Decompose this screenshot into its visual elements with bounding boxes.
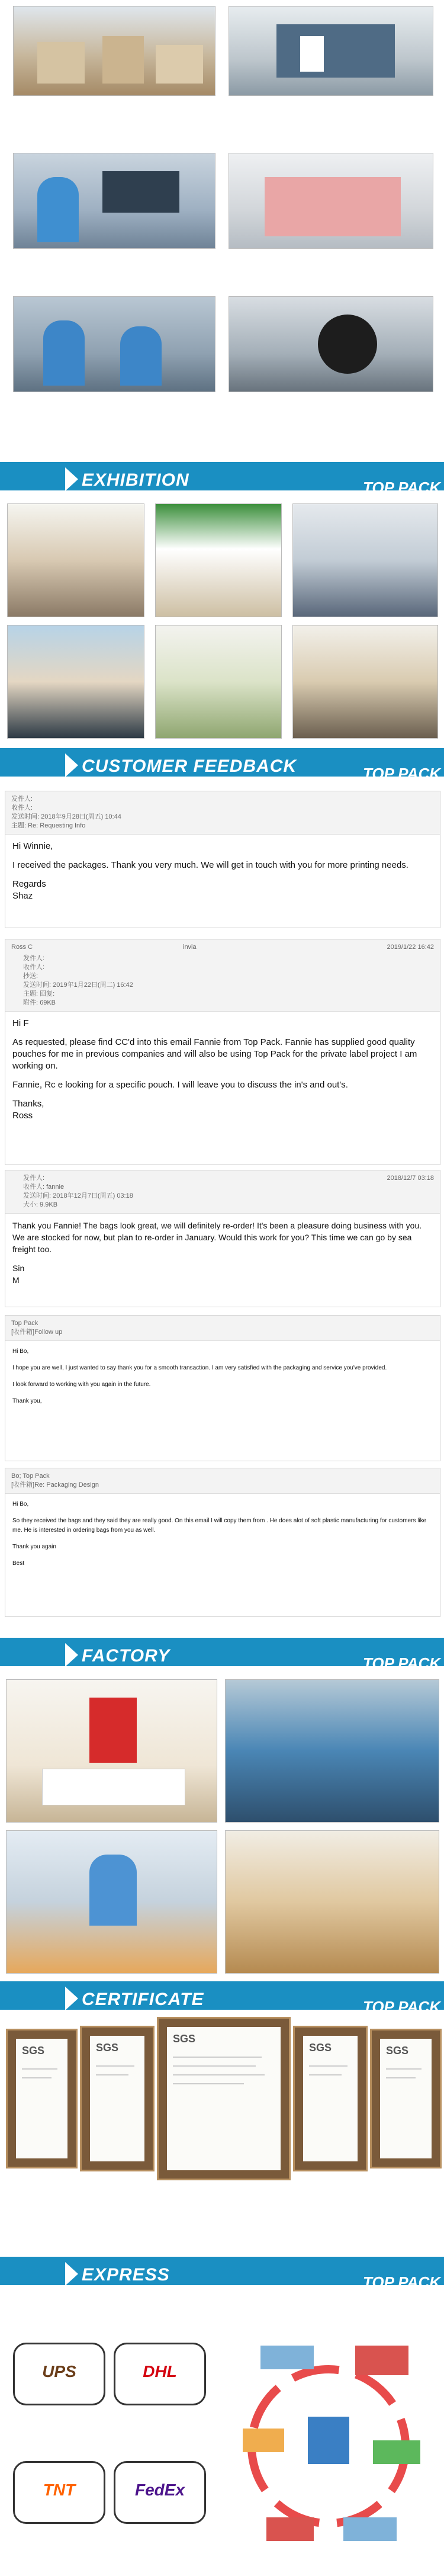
email-thanks: Thanks,: [12, 1099, 44, 1109]
factory-photo-machine-2: [229, 153, 433, 249]
sgs-logo: SGS: [309, 2042, 332, 2054]
email-from: 发件人:: [11, 795, 33, 803]
factory-title: FACTORY: [82, 1646, 170, 1666]
email-paragraph: As requested, please find CC'd into this email Fannie from Top Pack. Fannie has supplied good quality pouches for me in previous companies and will also be using Top Pack for the private label project I am working on.: [12, 1037, 417, 1071]
email-line: Thank you,: [12, 1398, 42, 1404]
email-greeting: Hi F: [12, 1018, 29, 1028]
email-to: Bo; Top Pack: [11, 1473, 50, 1480]
exhibition-photo-4: [7, 625, 144, 739]
email-3: [5, 1170, 440, 1307]
brand-label: TOP PACK: [363, 2273, 440, 2291]
email-date: 2018/12/7 03:18: [387, 1175, 434, 1182]
fedex-label: FedEx: [134, 2481, 185, 2499]
email-line: I hope you are well, I just wanted to say thank you for a smooth transaction. I am very satisfied with the packaging and service you've provided.: [12, 1365, 387, 1371]
email-sender: Ross C: [11, 944, 33, 951]
brand-label: TOP PACK: [363, 765, 440, 782]
email-line: Best: [12, 1560, 25, 1567]
certificate-frame-1: [6, 2029, 78, 2168]
email-to: Top Pack: [11, 1320, 38, 1327]
feedback-banner: [0, 748, 444, 782]
factory-photo-worker-2: [13, 296, 215, 392]
fedex-logo: [114, 2461, 206, 2524]
email-signature: Shaz: [12, 891, 33, 901]
feedback-title: CUSTOMER FEEDBACK: [82, 756, 297, 776]
email-subject: [收件箱]Follow up: [11, 1329, 63, 1336]
email-greeting: Hi Bo,: [12, 1348, 29, 1355]
email-line: I received the packages. Thank you very much. We will get in touch with you for more printing needs.: [12, 860, 408, 870]
email-sent-time: 发送时间: 2019年1月22日(周二) 16:42: [23, 981, 133, 989]
email-line: Thank you again: [12, 1544, 56, 1550]
factory-photo-machine-1: [229, 6, 433, 96]
email-attachment: 附件: 69KB: [23, 999, 56, 1006]
exhibition-photo-2: [155, 503, 282, 617]
email-from: 发件人:: [23, 955, 45, 962]
factory-photo-inspection: [6, 1830, 217, 1974]
ups-logo: [13, 2343, 105, 2405]
certificate-frame-3: [157, 2017, 291, 2180]
email-greeting: Hi Winnie,: [12, 841, 53, 851]
exhibition-photo-6: [292, 625, 438, 739]
factory-photo-materials: [225, 1830, 439, 1974]
email-subject: 主题: 回复:: [23, 990, 55, 997]
certificate-title: CERTIFICATE: [82, 1990, 204, 2009]
email-size: 大小: 9.9KB: [23, 1201, 58, 1208]
certificate-frame-2: [80, 2026, 155, 2171]
express-banner: [0, 2257, 444, 2291]
factory-banner: [0, 1638, 444, 1672]
factory-photo-warehouse: [13, 6, 215, 96]
sgs-logo: SGS: [96, 2042, 119, 2054]
tnt-label: TNT: [43, 2481, 76, 2499]
sgs-logo: SGS: [22, 2045, 45, 2057]
brand-label: TOP PACK: [363, 1654, 440, 1672]
dhl-logo: [114, 2343, 206, 2405]
sgs-logo: SGS: [173, 2033, 196, 2045]
certificate-frame-5: [370, 2029, 442, 2168]
email-date: 发送时间: 2018年9月28日(周五) 10:44: [11, 813, 121, 820]
sgs-logo: SGS: [386, 2045, 409, 2057]
arrow-icon: [65, 1987, 78, 2010]
email-cc: 抄送:: [23, 973, 38, 980]
arrow-icon: [65, 2262, 78, 2286]
email-paragraph: Fannie, Rc e looking for a specific pouch. I will leave you to discuss the in's and out's.: [12, 1080, 348, 1090]
express-title: EXPRESS: [82, 2265, 170, 2285]
email-from: 发件人:: [23, 1175, 45, 1182]
factory-photo-reception: [6, 1679, 217, 1823]
email-line: So they received the bags and they said they are really good. On this email I will copy them from . He does alot of soft plastic manufacturing for customers like me. He is interested in ordering bags from you as well.: [12, 1518, 427, 1534]
email-signature: Sin: [12, 1263, 25, 1273]
dhl-label: DHL: [143, 2362, 177, 2381]
email-2: [5, 939, 440, 1165]
factory-photo-worker-1: [13, 153, 215, 249]
email-signature: M: [12, 1275, 20, 1285]
arrow-icon: [65, 753, 78, 777]
exhibition-title: EXHIBITION: [82, 470, 189, 490]
brand-label: TOP PACK: [363, 1998, 440, 2016]
email-signature: Ross: [12, 1111, 33, 1121]
email-mid: invia: [183, 944, 197, 951]
email-line: I look forward to working with you again in the future.: [12, 1381, 151, 1388]
email-date: 2019/1/22 16:42: [387, 944, 434, 951]
email-to: 收件人:: [23, 964, 45, 971]
exhibition-banner: [0, 462, 444, 496]
email-5: [5, 1468, 440, 1617]
factory-photo-production-line: [225, 1679, 439, 1823]
brand-label: TOP PACK: [363, 479, 440, 496]
email-sent-time: 发送时间: 2018年12月7日(周五) 03:18: [23, 1192, 133, 1199]
tnt-logo: [13, 2461, 105, 2524]
exhibition-photo-1: [7, 503, 144, 617]
email-to: 收件人: fannie: [23, 1183, 65, 1191]
factory-photo-machine-3: [229, 296, 433, 392]
email-1: [5, 791, 440, 928]
certificate-banner: [0, 1981, 444, 2016]
exhibition-photo-5: [155, 625, 282, 739]
certificate-frame-4: [293, 2026, 368, 2171]
email-to: 收件人:: [11, 804, 33, 811]
ups-label: UPS: [42, 2362, 76, 2381]
logistics-illustration: [225, 2322, 432, 2565]
arrow-icon: [65, 467, 78, 491]
email-subject: 主题: Re: Requesting Info: [11, 822, 86, 829]
email-greeting: Hi Bo,: [12, 1501, 29, 1507]
email-regards: Regards: [12, 879, 46, 889]
exhibition-photo-3: [292, 503, 438, 617]
email-4: [5, 1315, 440, 1461]
email-paragraph: Thank you Fannie! The bags look great, we will definitely re-order! It's been a pleasure doing business with you. We are stocked for now, but plan to re-order in January. Would this work for you? This time we can go by sea freight too.: [12, 1221, 422, 1254]
email-subject: [收件箱]Re: Packaging Design: [11, 1481, 99, 1489]
arrow-icon: [65, 1643, 78, 1667]
